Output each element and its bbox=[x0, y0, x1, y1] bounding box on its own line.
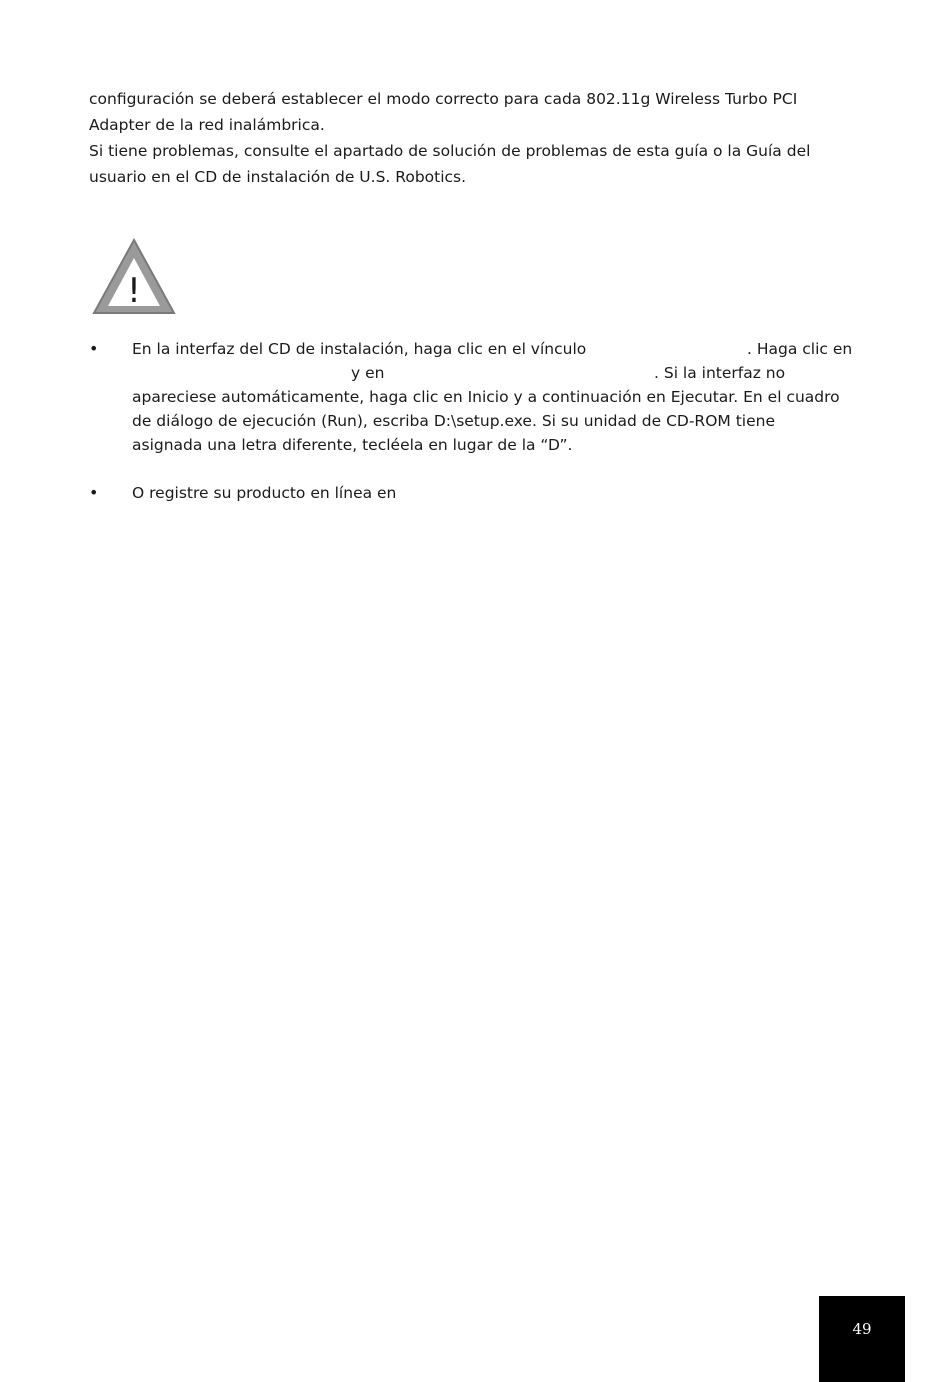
bullet-line: apareciese automáticamente, haga clic en Inicio y a continuación en Ejecutar. En el cuadro bbox=[132, 388, 840, 406]
intro-line: Adapter de la red inalámbrica. bbox=[89, 116, 325, 134]
bullet-text: y en bbox=[351, 364, 385, 382]
bullet-line: asignada una letra diferente, tecléela en lugar de la “D”. bbox=[132, 436, 573, 454]
bullet-marker: • bbox=[89, 483, 99, 502]
bullet-line: O registre su producto en línea en bbox=[132, 484, 397, 502]
warning-exclamation: ! bbox=[127, 271, 141, 311]
bullet-marker: • bbox=[89, 339, 99, 358]
page-number: 49 bbox=[852, 1320, 872, 1338]
bullet-text: . Haga clic en bbox=[747, 340, 853, 358]
bullet-line bbox=[132, 337, 892, 361]
bullet-text: En la interfaz del CD de instalación, haga clic en el vínculo bbox=[132, 340, 587, 358]
intro-line: configuración se deberá establecer el modo correcto para cada 802.11g Wireless Turbo PCI bbox=[89, 90, 798, 108]
page-number-box bbox=[819, 1296, 905, 1382]
troubleshooting-paragraph bbox=[89, 138, 869, 190]
bullet-text: . Si la interfaz no bbox=[654, 364, 786, 382]
troubleshooting-line: usuario en el CD de instalación de U.S. Robotics. bbox=[89, 168, 467, 186]
bullet-line bbox=[132, 361, 892, 385]
warning-triangle-icon bbox=[92, 236, 176, 316]
troubleshooting-line: Si tiene problemas, consulte el apartado de solución de problemas de esta guía o la Guía del bbox=[89, 142, 811, 160]
bullet-line: de diálogo de ejecución (Run), escriba D:\setup.exe. Si su unidad de CD-ROM tiene bbox=[132, 412, 775, 430]
intro-paragraph bbox=[89, 86, 869, 138]
